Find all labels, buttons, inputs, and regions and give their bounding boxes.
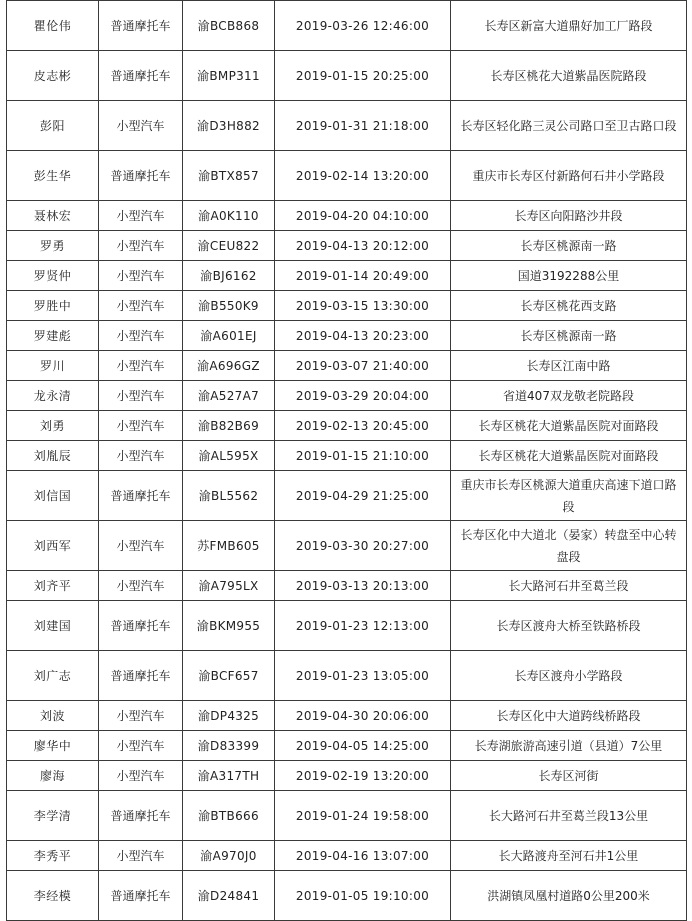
violation-location-cell: 省道407双龙敬老院路段 — [451, 381, 687, 411]
plate-number-cell: 渝BMP311 — [183, 51, 275, 101]
table-row — [7, 601, 687, 651]
person-name-cell: 刘西军 — [7, 521, 99, 571]
vehicle-type-cell: 小型汽车 — [99, 521, 183, 571]
plate-number-cell: 渝A696GZ — [183, 351, 275, 381]
violation-time-cell: 2019-01-15 21:10:00 — [275, 441, 451, 471]
vehicle-type-cell: 小型汽车 — [99, 231, 183, 261]
table-row — [7, 231, 687, 261]
plate-number-cell: 渝A795LX — [183, 571, 275, 601]
person-name-cell: 李秀平 — [7, 841, 99, 871]
violation-location-cell: 长寿区轻化路三灵公司路口至卫古路口段 — [451, 101, 687, 151]
violation-location-cell: 洪湖镇凤凰村道路0公里200米 — [451, 871, 687, 921]
vehicle-type-cell: 普通摩托车 — [99, 1, 183, 51]
person-name-cell: 罗勇 — [7, 231, 99, 261]
plate-number-cell: 渝BTB666 — [183, 791, 275, 841]
violation-time-cell: 2019-04-13 20:12:00 — [275, 231, 451, 261]
vehicle-type-cell: 普通摩托车 — [99, 151, 183, 201]
violation-time-cell: 2019-04-16 13:07:00 — [275, 841, 451, 871]
plate-number-cell: 渝BCB868 — [183, 1, 275, 51]
violation-time-cell: 2019-03-15 13:30:00 — [275, 291, 451, 321]
vehicle-type-cell: 普通摩托车 — [99, 651, 183, 701]
person-name-cell: 刘广志 — [7, 651, 99, 701]
violation-location-cell: 长寿区桃花大道紫晶医院对面路段 — [451, 411, 687, 441]
plate-number-cell: 渝BKM955 — [183, 601, 275, 651]
table-row — [7, 651, 687, 701]
plate-number-cell: 渝D24841 — [183, 871, 275, 921]
vehicle-type-cell: 小型汽车 — [99, 841, 183, 871]
table-body — [7, 1, 687, 921]
vehicle-type-cell: 小型汽车 — [99, 761, 183, 791]
vehicle-type-cell: 小型汽车 — [99, 701, 183, 731]
violation-time-cell: 2019-01-05 19:10:00 — [275, 871, 451, 921]
violation-location-cell: 长寿区渡舟小学路段 — [451, 651, 687, 701]
violation-location-cell: 长寿区新富大道鼎好加工厂路段 — [451, 1, 687, 51]
plate-number-cell: 渝B82B69 — [183, 411, 275, 441]
plate-number-cell: 苏FMB605 — [183, 521, 275, 571]
plate-number-cell: 渝CEU822 — [183, 231, 275, 261]
table-row — [7, 51, 687, 101]
violation-time-cell: 2019-04-30 20:06:00 — [275, 701, 451, 731]
vehicle-type-cell: 普通摩托车 — [99, 471, 183, 521]
person-name-cell: 罗胜中 — [7, 291, 99, 321]
person-name-cell: 罗贤仲 — [7, 261, 99, 291]
person-name-cell: 皮志彬 — [7, 51, 99, 101]
violation-time-cell: 2019-03-07 21:40:00 — [275, 351, 451, 381]
violation-location-cell: 长寿区桃花西支路 — [451, 291, 687, 321]
vehicle-type-cell: 小型汽车 — [99, 261, 183, 291]
violation-time-cell: 2019-04-13 20:23:00 — [275, 321, 451, 351]
table-row — [7, 571, 687, 601]
table-row — [7, 791, 687, 841]
person-name-cell: 龙永清 — [7, 381, 99, 411]
table-row — [7, 411, 687, 441]
table-row — [7, 151, 687, 201]
person-name-cell: 刘信国 — [7, 471, 99, 521]
vehicle-type-cell: 普通摩托车 — [99, 871, 183, 921]
violation-location-cell: 长寿区桃源南一路 — [451, 321, 687, 351]
vehicle-type-cell: 小型汽车 — [99, 571, 183, 601]
violation-time-cell: 2019-01-31 21:18:00 — [275, 101, 451, 151]
vehicle-type-cell: 小型汽车 — [99, 101, 183, 151]
violation-location-cell: 国道3192288公里 — [451, 261, 687, 291]
table-row — [7, 521, 687, 571]
person-name-cell: 刘勇 — [7, 411, 99, 441]
vehicle-type-cell: 小型汽车 — [99, 321, 183, 351]
plate-number-cell: 渝D3H882 — [183, 101, 275, 151]
violation-records-table — [6, 0, 687, 921]
person-name-cell: 廖华中 — [7, 731, 99, 761]
violation-location-cell: 长寿区渡舟大桥至铁路桥段 — [451, 601, 687, 651]
violation-location-cell: 长寿区桃花大道紫晶医院对面路段 — [451, 441, 687, 471]
violation-location-cell: 长寿区桃花大道紫晶医院路段 — [451, 51, 687, 101]
violation-time-cell: 2019-01-23 13:05:00 — [275, 651, 451, 701]
table-row — [7, 261, 687, 291]
vehicle-type-cell: 小型汽车 — [99, 201, 183, 231]
table-row — [7, 291, 687, 321]
table-row — [7, 1, 687, 51]
plate-number-cell: 渝A970J0 — [183, 841, 275, 871]
vehicle-type-cell: 小型汽车 — [99, 731, 183, 761]
vehicle-type-cell: 小型汽车 — [99, 441, 183, 471]
table-row — [7, 471, 687, 521]
person-name-cell: 刘建国 — [7, 601, 99, 651]
plate-number-cell: 渝A527A7 — [183, 381, 275, 411]
plate-number-cell: 渝A0K110 — [183, 201, 275, 231]
plate-number-cell: 渝DP4325 — [183, 701, 275, 731]
records-table-wrapper — [6, 0, 686, 921]
vehicle-type-cell: 普通摩托车 — [99, 791, 183, 841]
table-row — [7, 871, 687, 921]
plate-number-cell: 渝AL595X — [183, 441, 275, 471]
table-row — [7, 321, 687, 351]
table-row — [7, 101, 687, 151]
person-name-cell: 罗川 — [7, 351, 99, 381]
table-row — [7, 201, 687, 231]
table-row — [7, 761, 687, 791]
vehicle-type-cell: 小型汽车 — [99, 381, 183, 411]
violation-time-cell: 2019-04-05 14:25:00 — [275, 731, 451, 761]
violation-location-cell: 长寿区河街 — [451, 761, 687, 791]
violation-time-cell: 2019-03-29 20:04:00 — [275, 381, 451, 411]
table-row — [7, 841, 687, 871]
person-name-cell: 罗建彪 — [7, 321, 99, 351]
violation-time-cell: 2019-01-15 20:25:00 — [275, 51, 451, 101]
violation-time-cell: 2019-02-14 13:20:00 — [275, 151, 451, 201]
violation-time-cell: 2019-04-29 21:25:00 — [275, 471, 451, 521]
vehicle-type-cell: 普通摩托车 — [99, 601, 183, 651]
plate-number-cell: 渝BL5562 — [183, 471, 275, 521]
person-name-cell: 刘胤辰 — [7, 441, 99, 471]
plate-number-cell: 渝B550K9 — [183, 291, 275, 321]
table-row — [7, 731, 687, 761]
violation-location-cell: 长大路渡舟至河石井1公里 — [451, 841, 687, 871]
violation-location-cell: 长寿区江南中路 — [451, 351, 687, 381]
violation-time-cell: 2019-03-13 20:13:00 — [275, 571, 451, 601]
plate-number-cell: 渝D83399 — [183, 731, 275, 761]
person-name-cell: 李学清 — [7, 791, 99, 841]
violation-time-cell: 2019-03-26 12:46:00 — [275, 1, 451, 51]
violation-location-cell: 长寿区化中大道跨线桥路段 — [451, 701, 687, 731]
plate-number-cell: 渝BCF657 — [183, 651, 275, 701]
person-name-cell: 彭生华 — [7, 151, 99, 201]
violation-location-cell: 重庆市长寿区付新路何石井小学路段 — [451, 151, 687, 201]
violation-location-cell: 长大路河石井至葛兰段13公里 — [451, 791, 687, 841]
violation-time-cell: 2019-04-20 04:10:00 — [275, 201, 451, 231]
violation-location-cell: 长寿区化中大道北（晏家）转盘至中心转盘段 — [451, 521, 687, 571]
violation-time-cell: 2019-02-19 13:20:00 — [275, 761, 451, 791]
violation-location-cell: 长寿区向阳路沙井段 — [451, 201, 687, 231]
vehicle-type-cell: 普通摩托车 — [99, 51, 183, 101]
violation-time-cell: 2019-01-14 20:49:00 — [275, 261, 451, 291]
person-name-cell: 刘齐平 — [7, 571, 99, 601]
plate-number-cell: 渝A601EJ — [183, 321, 275, 351]
plate-number-cell: 渝A317TH — [183, 761, 275, 791]
table-row — [7, 381, 687, 411]
person-name-cell: 聂林宏 — [7, 201, 99, 231]
plate-number-cell: 渝BJ6162 — [183, 261, 275, 291]
table-row — [7, 701, 687, 731]
violation-time-cell: 2019-01-24 19:58:00 — [275, 791, 451, 841]
table-row — [7, 351, 687, 381]
table-row — [7, 441, 687, 471]
violation-time-cell: 2019-03-30 20:27:00 — [275, 521, 451, 571]
person-name-cell: 廖海 — [7, 761, 99, 791]
violation-location-cell: 长大路河石井至葛兰段 — [451, 571, 687, 601]
plate-number-cell: 渝BTX857 — [183, 151, 275, 201]
person-name-cell: 李经模 — [7, 871, 99, 921]
vehicle-type-cell: 小型汽车 — [99, 351, 183, 381]
person-name-cell: 刘波 — [7, 701, 99, 731]
violation-time-cell: 2019-01-23 12:13:00 — [275, 601, 451, 651]
violation-location-cell: 长寿湖旅游高速引道（县道）7公里 — [451, 731, 687, 761]
person-name-cell: 彭阳 — [7, 101, 99, 151]
vehicle-type-cell: 小型汽车 — [99, 291, 183, 321]
violation-location-cell: 长寿区桃源南一路 — [451, 231, 687, 261]
person-name-cell: 瞿伦伟 — [7, 1, 99, 51]
violation-time-cell: 2019-02-13 20:45:00 — [275, 411, 451, 441]
violation-location-cell: 重庆市长寿区桃源大道重庆高速下道口路段 — [451, 471, 687, 521]
vehicle-type-cell: 小型汽车 — [99, 411, 183, 441]
